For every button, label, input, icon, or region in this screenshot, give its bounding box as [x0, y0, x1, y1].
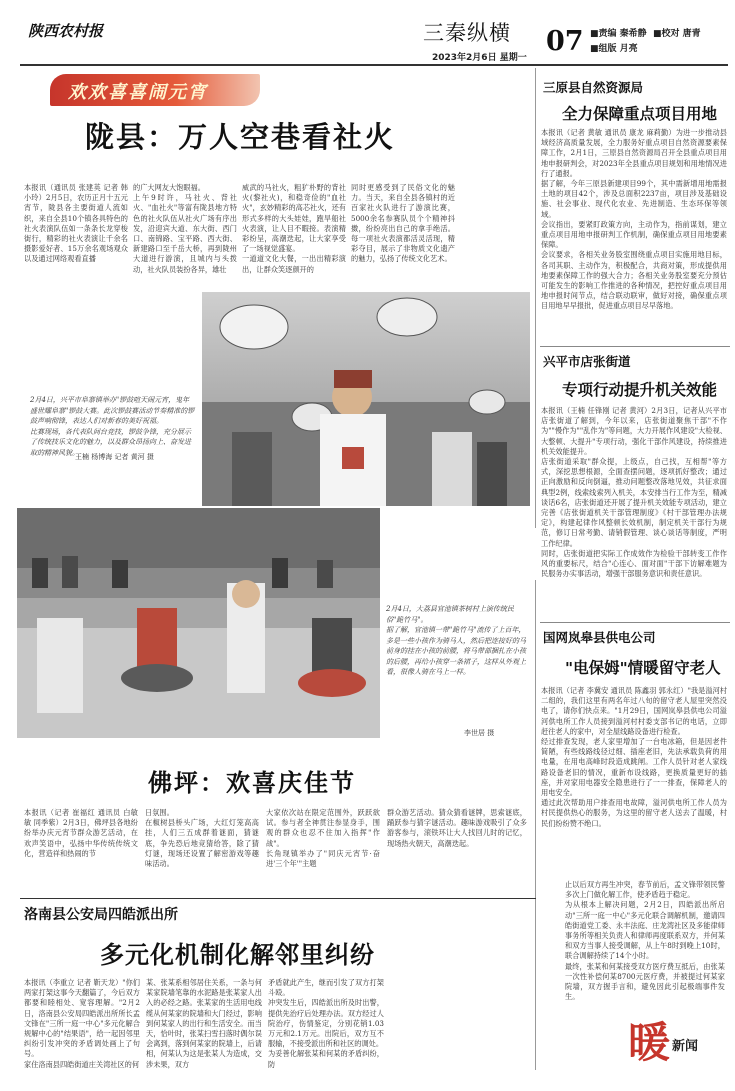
- paper-name: 陕西农村报: [28, 22, 104, 40]
- section-rule: [20, 898, 536, 899]
- article2-col3: 大家依次站在限定范围外，跃跃欲试。参与者全神贯注参显身手，围观的群众也忍不住加入指挥"作战"。 长角现镇举办了"同庆元宵节·奋进'三个年'"主题: [266, 808, 380, 869]
- article3-col2: 某、张某系相邻居住关系，一条与何某家院墙笔靠的水泥路是张某家人出入的必经之路。张某家的生活用电线缆从何某家的院墙和大门经过，影响到何某家人的出行和生活安全。而当天，恰叶时，张某扫雪扫落时偶尔误会离到，落到何某家的院墙上，后请相，何某认为这是张某人为造成，交涉未果，双方: [146, 978, 262, 1069]
- article3-col1: 本报讯（李重立 记者 靳天龙）"你们两家打架这事今天翻篇了，今后双方都要和睦相处、宽容理解。"2月2日，洛南县公安局四皓派出所所长孟文锋在"三所一庭一中心"多元化解合规解中心的"结果语"，给一起因邻里纠纷引发冲突的矛盾调处画上了句号。 家住洛南县四皓街道庄关湾社区的何: [24, 978, 140, 1069]
- side3-body: 本报讯（记者 李冀安 通讯员 陈鑫羽 郭永红）"我是溢河村二组的，我们这里有两名年过八旬的留守老人屋里突然没电了，请你们快点来。"1月29日，国网岚皋县供电公司溢河供电所工作人员接到溢河村村委支部书记的电话，立即赶往老人的家中，对全屋线路设备进行检查。 经过排查发现，老人家里增加了一台电冰箱，但是因老件简陋，有些线路线径过细、插座老旧，先法承载负荷的用电量，在用电高峰时段造成跳闸。工作人员针对老人家线路设备老旧的情况，重新布设线路，更换质量更好的插座，并对家用电器安全隐患进行了一一排查，保障老人的用电安全。 通过此次帮助用户排查用电故障，溢河供电所工作人员为村民提供热心的服务，为这里的留守老人送去了温暖，村民们纷纷赞不绝口。: [541, 686, 727, 828]
- warm-news-big: 暖: [628, 1018, 671, 1067]
- article3-kicker: 洛南县公安局四皓派出所: [24, 907, 178, 923]
- side2-body: 本报讯（王楠 任锋刚 记者 黄河）2月3日，记者从兴平市店张街道了解到，今年以来，店张街道聚焦干部"不作为""慢作为""乱作为"等问题，大力开展作风建设"大检视、大整顿、大提升"专项行动，强化干部作风建设，持续推进机关效能提升。 店张街道采取"群众提，上级点，自己找，互相帮"等方式，深挖思想根源，全面查摆问题，逐项抓好整改；通过正向激励和反向倒逼，推动问题整改落地见效，共征求面典型2例，线索线索列入机关，本安排当行工作为至，精减谈话6名，店张街道还开展了提升机关效能专项活动，建立完善《店张街道机关干部管理制度》《村干部管理办法规定》，构建起律作风整顿长效机制，制定机关干部行为规范，修订日常考勤、请销假管理、谈心谈话等制度，严明工作纪律。 同时，店张街道把实际工作成效作为检验干部转变工作作风的重要标尺，结合"心连心、面对面"干部下访解难题为民服务办实事活动，增强干部服务意识和责任意识。: [541, 406, 727, 579]
- article2-col1: 本报讯（记者 崔福红 通讯员 白敏敏 同季紫）2月3日，佛坪县各地纷纷举办庆元宵节群众游艺活动，在欢声笑语中，弘扬中华传统传统文化，营造祥和热闹的节: [24, 808, 138, 858]
- side2-title: 专项行动提升机关效能: [562, 381, 718, 399]
- article2-col2: 日氛围。 在椒树县桥头广场，大红灯笼高高挂，人们三五成群着谜面，猜谜底，争先恐后地竞猜给答，除了猜灯谜，现场还设置了解密游戏等趣味活动。: [145, 808, 259, 869]
- article1-col4: 同时更感受到了民俗文化的魅力。当天，来自全县各镇村的近百家社火队进行了游演比赛，5000余名参赛队员个个精神抖擞，纷纷亮出自己的拿手绝活。每一项社火表演都活灵活现，精彩夺目，展示了非物质文化遗产的魅力，弘扬了传统文化艺术。: [351, 183, 455, 264]
- warm-news-small: 新闻: [672, 1039, 699, 1054]
- column-divider: [535, 68, 536, 528]
- page-number: 07: [546, 26, 584, 57]
- drum-performance-image: [202, 292, 530, 506]
- drum-performance-photo: [202, 292, 530, 506]
- warm-news-badge: [628, 1010, 728, 1080]
- article3-title: 多元化机制化解邻里纠纷: [100, 941, 375, 969]
- article3-col3: 矛盾就此产生，继而引发了双方打架斗殴。 冲突发生后，四皓派出所及时出警，提供先治疗后处理办法。双方经过人院治疗，伤情鉴定，分别花销1.03万元和2.1万元。出院后，双方互不服输，不接受派出所和社区的调处。 为妥善化解张某和何某的矛盾纠纷，防: [268, 978, 384, 1069]
- photo2-credit: 李世居 摄: [464, 729, 495, 737]
- side-rule: [540, 622, 730, 623]
- side3-kicker: 国网岚皋县供电公司: [543, 630, 656, 645]
- photo1-credit: 王楠 杨博海 记者 黄河 摄: [75, 453, 154, 461]
- column-divider: [535, 580, 536, 1070]
- bullet-icon: ■: [652, 29, 662, 39]
- masthead-rule: [20, 64, 728, 66]
- photo1-caption: 2月4日，兴平市阜寨镇举办"锣鼓喧天闹元宵，鬼年盛世耀阜寨"锣鼓大赛。此次锣鼓赛活动节奏精准的锣鼓声响彻锋，表达人们对新春的美好祝福。 比赛现场，各代表队间台竞技，锣鼓争锋，充分展示了传统技乐文化的魅力，以及群众昂扬向上、奋发进取的精神风貌。: [30, 396, 195, 457]
- article1-col1: 本报讯（通讯员 张建英 记者 韩小玲）2月5日，农历正月十五元宵节，陇县各主要街道人流如织，来自全县10个镇各具特色的社火表演队伍如一条条长龙穿梭街行，精彩的社火表演让千余名摄影爱好者、15万余名观场观众以及通过网络观看直播: [24, 183, 128, 264]
- bullet-icon: ■: [590, 29, 599, 39]
- article1-title: 陇县：万人空巷看社火: [85, 120, 396, 154]
- side1-body: 本报讯（记者 黄敏 通讯员 康龙 麻莉勤）为进一步推动县域经济高质量发展，全力服务好重点项目自然资源要素保障工作，2月1日，三原县自然资源局召开全县重点项目用地申报研判会，对2023年全县重点项目规划和用地情况进行了通报。 据了解，今年三原县新建项目99个，其中需新增用地需报土地的项目42个，涉及总面积2237亩，项目涉及基础设施、社会事业、现代化农业、先进制造、生态环保等领域。 会议指出，要紧盯政策方向，主动作为，指前谋划，建立重点项目用地申报研判工作机制，确保重点项目用地要素保障。 会议要求，各相关业务股室围绕重点项目实施用地目标，各司其职、主动作为，积极配合，共商对策，形成提供用地要素保障工作的强大合力；各相关业务股室要充分预估可能发生的影响工作推进的各种情况，把控好重点项目用地申报时间节点，结合联动联审，做好对接，确保重点项目用地早早报批，促进重点项目尽早落地。: [541, 128, 727, 311]
- side1-title: 全力保障重点项目用地: [562, 105, 718, 123]
- article1-col3: 威武的马社火，粗犷朴野的背社火(黎社火)，和稳奇俭的"血社火"，玄妙精彩的高芯社火，还有形式多样的大头娃娃，跑旱船社火表演，让人目不暇接。表演精彩纷呈，高潮迭起，让大家享受了一场视觉盛宴。 一道道文化大餐，一出出精彩演出，让群众笑逐颜开的: [242, 183, 346, 274]
- banner-text: 欢欢喜喜闹元宵: [68, 82, 208, 103]
- bamboo-horse-photo: [17, 508, 380, 738]
- side1-kicker: 三原县自然资源局: [543, 80, 644, 95]
- photo2-caption: 2月4日，大荔县官池镇茶树村上演传统民俗"跪竹马"。 据了解，官池镇一带"跪竹马"流传了上百年，多是一些小孩作为骑马人，然后把连接好的马前身的挂在小孩的前腰，将马带部捆扎在小孩的后腰，再给小孩穿一条裙子，这样从外观上看，很像人骑在马上一样。: [386, 605, 526, 676]
- article2-title: 佛坪：欢喜庆佳节: [148, 769, 356, 797]
- article2-col4: 群众游艺活动。猜众猜看谜牌，思索谜底，踊跃参与猜字谜活动。趣味游戏吸引了众多游客参与，滚铁环让大人找回儿时的记忆，现场热火朝天，高潮迭起。: [387, 808, 527, 848]
- side2-kicker: 兴平市店张街道: [543, 354, 631, 369]
- side3-title: "电保姆"情暖留守老人: [565, 659, 721, 677]
- article3-col4: 止以后双方再生冲突，春节前后，孟文锋带领民警多次上门做化解工作，使矛盾趋于稳定。 为从根本上解决问题，2月2日，四皓派出所启动"三所一庭一中心"多元化联合调解机制，邀请四皓街道党工委、永丰法庭、庄龙湾社区及多能律师事务所等相关负责人和律师再度联系双方，并何某和双方当事人接受调解，从上午8时到晚上10时，联合调解持续了14个小时。 最终，张某和何某接受双方医疗费互抵后，由张某一次性补偿何某8700元医疗费，并被提过何某家院墙，双方握手言和，避免因此引起极端事件发生。: [565, 880, 725, 1002]
- side-rule: [540, 346, 730, 347]
- issue-date: 2023年2月6日 星期一: [432, 53, 527, 63]
- bamboo-horse-image: [17, 508, 380, 738]
- bullet-icon: ■: [590, 44, 599, 54]
- staff-credits: ■责编 秦希静 ■校对 唐青 ■组版 月亮: [590, 29, 701, 54]
- article1-col2: 的广大网友大饱眼福。 上午9时许，马社火、背社火、"血社火"等富有陇县地方特色的社火队伍从社火广场有序出发，沿迎宾大道、东大街、西门口、南锦路、宝平路、西大街、新建路口至千岳大桥，再到陇州大道进行游演，且城内与头拨动，社火队员装扮各异，雄壮: [133, 183, 237, 274]
- holiday-banner: [50, 74, 260, 106]
- section-title: 三秦纵横: [423, 21, 511, 45]
